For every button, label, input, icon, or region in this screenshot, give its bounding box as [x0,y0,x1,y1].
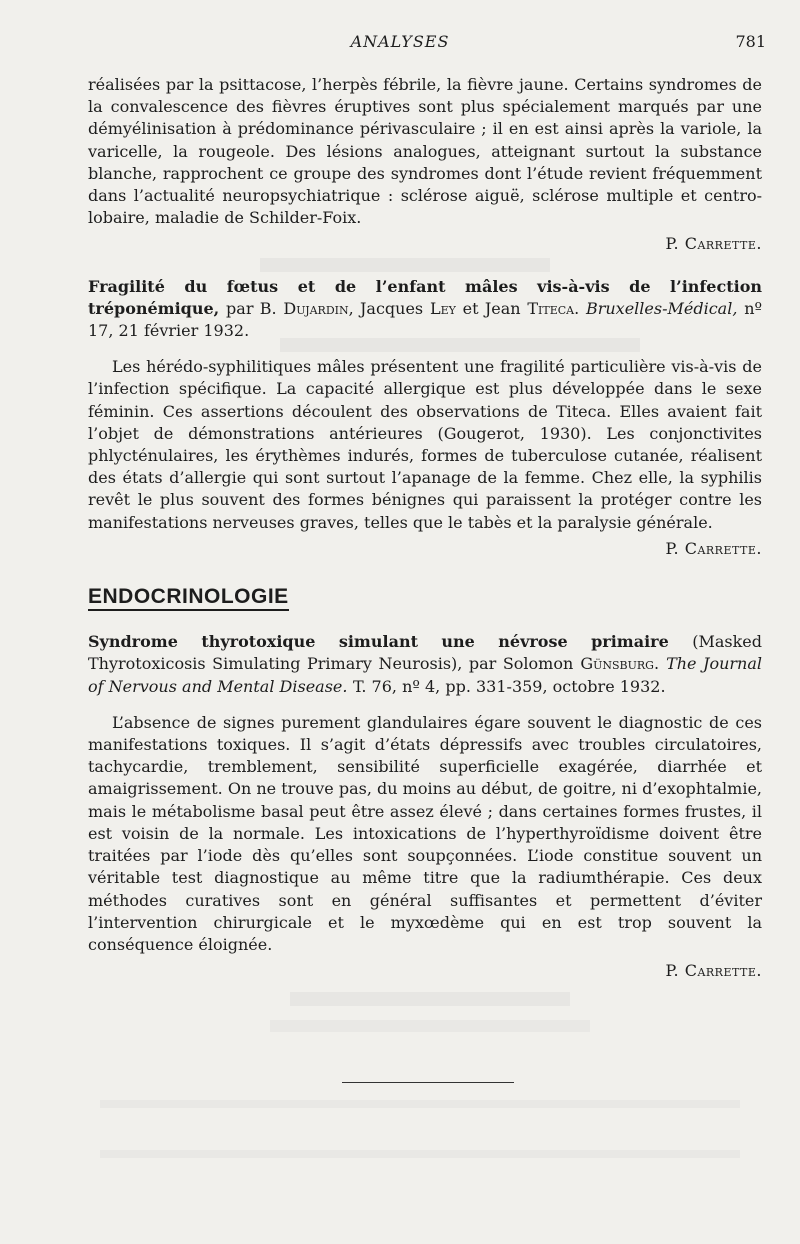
section-title: ENDOCRINOLOGIE [88,586,289,611]
article3-title: Syndrome thyrotoxique simulant une névrose primaire [88,632,669,652]
page-header [0,32,800,54]
article2-author2: Ley [429,298,456,318]
article2-author1: Dujardin [283,298,349,318]
running-head: ANALYSES [350,32,450,51]
article2-sep2: et Jean [462,298,521,318]
article2-sep1: , Jacques [348,298,424,318]
article3-journal: The Journal of Nervous and Mental Disease. [88,654,762,696]
article2-citation: nº 17, 21 février 1932. [88,298,763,341]
article3-heading [88,631,762,698]
article2-title: Fragilité du fœtus et de l’enfant mâles vis-à-vis de l’infection tréponémique, [88,276,762,318]
article1-tail-text: réalisées par la psittacose, l’herpès fébrile, la fièvre jaune. Certains syndromes de la convalescence des fièvres éruptives sont plus spécialement marqués par une démyélinisation à prédominance périvasculaire ; il en est ainsi après la variole, la varicelle, la rougeole. Des lésions analogues, atteignant surtout la substance blanche, rapprochent ce groupe des syndromes dont l’étude revient fréquemment dans l’actualité neuropsychiatrique : sclérose aiguë, sclérose multiple et centro-lobaire, maladie de Schilder-Foix. [88,75,762,228]
article2-author3: Titeca [527,298,575,318]
article2-body: Les hérédo-syphilitiques mâles présentent une fragilité particulière vis-à-vis de l’infection spécifique. La capacité allergique est plus développée dans le sexe féminin. Ces assertions découlent des observations de Titeca. Elles avaient fait l’objet de démonstrations antérieures (Gougerot, 1930). Les conjonctivites phlycténulaires, les érythèmes indurés, formes de tuberculose cutanée, réalisent des états d’allergie qui sont surtout l’apanage de la femme. Chez elle, la syphilis revêt le plus souvent des formes bénignes qui paraissent la protéger contre les manifestations nerveuses graves, telles que le tabès et la paralysie générale. [88,357,762,532]
article2-journal: Bruxelles-Médical, [585,298,738,318]
page-content [88,74,762,982]
page-number: 781 [735,32,766,51]
article2-heading [88,276,762,343]
article3-author: Günsburg [580,654,654,674]
article3-signature: P. Carrette. [665,961,762,981]
article1-signature: P. Carrette. [665,234,762,254]
article2-by: par B. [226,298,277,318]
end-divider [342,1082,514,1083]
article3-body: L’absence de signes purement glandulaires égare souvent le diagnostic de ces manifestations toxiques. Il s’agit d’états dépressifs avec troubles circulatoires, tachycardie, tremblement, sensibilité superficielle exagérée, diarrhée et amaigrissement. On ne trouve pas, du moins au début, de goitre, ni d’exophtalmie, mais le métabolisme basal peut être assez élevé ; dans certaines formes frustes, il est voisin de la normale. Les intoxications de l’hyperthyroïdisme doivent être traitées par l’iode dès qu’elles sont soupçonnées. L’iode constitue souvent un véritable test diagnostique au même titre que la radiumthérapie. Ces deux méthodes curatives sont en général suffisantes et permettent d’éviter l’intervention chirurgicale et le myxœdème qui en est trop souvent la conséquence éloignée. [88,712,762,954]
article3-subtitle: (Masked Thyrotoxicosis Simulating Primary Neurosis), par Solomon [88,632,762,674]
article2-sep3: . [574,298,580,318]
article3-citation: T. 76, nº 4, pp. 331-359, octobre 1932. [353,676,666,696]
article3-sep: . [653,654,660,674]
article2-signature: P. Carrette. [665,538,762,558]
